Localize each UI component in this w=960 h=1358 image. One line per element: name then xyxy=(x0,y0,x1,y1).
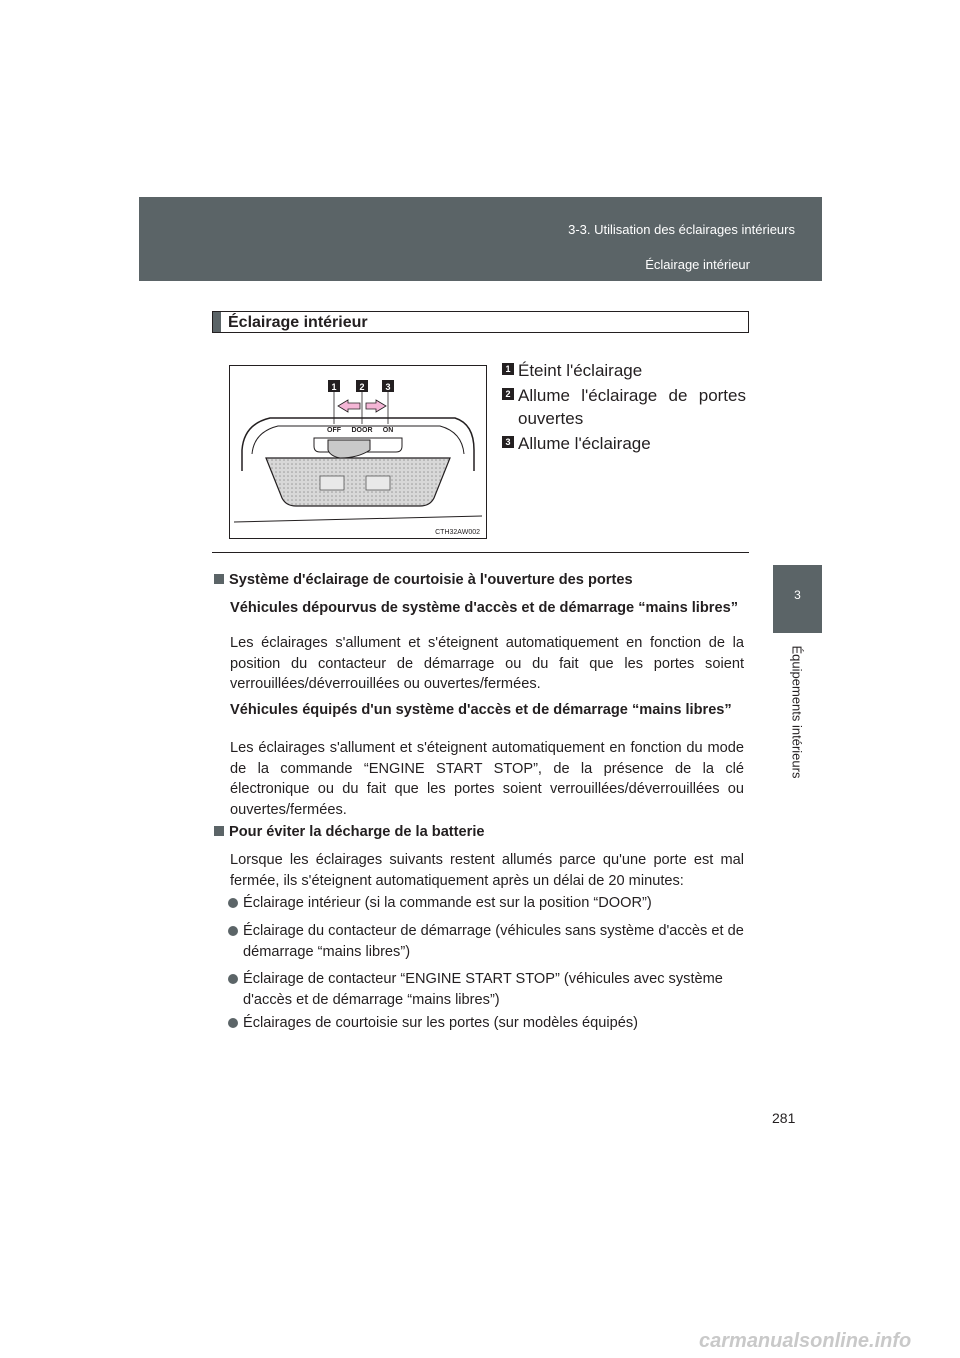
left-arrow-icon xyxy=(338,400,360,412)
heading-square-icon xyxy=(214,574,224,584)
interior-light-illustration xyxy=(230,366,486,538)
watermark: carmanualsonline.info xyxy=(699,1330,912,1352)
callout-3: 3 xyxy=(385,382,391,392)
callout-1: 1 xyxy=(331,382,337,392)
paragraph-battery: Lorsque les éclairages suivants restent allumés parce qu'une porte est mal fermée, ils s'éteignent automatiquement après un délai de 20 minutes: xyxy=(230,852,744,889)
section-title: Éclairage intérieur xyxy=(228,314,368,331)
bullet-dot-icon xyxy=(228,1018,238,1028)
list-item: Éclairages de courtoisie sur les portes (sur modèles équipés) xyxy=(228,1013,744,1034)
legend-text-1: Éteint l'éclairage xyxy=(518,361,643,380)
right-arrow-icon xyxy=(366,400,386,412)
heading-battery xyxy=(214,822,744,843)
chapter-label: Équipements intérieurs xyxy=(789,645,805,779)
bullet-dot-icon xyxy=(228,898,238,908)
switch-label-on: ON xyxy=(382,427,394,434)
bullet-dot-icon xyxy=(228,926,238,936)
legend-number-3: 3 xyxy=(502,436,514,448)
header-section-title: 3-3. Utilisation des éclairages intérieurs xyxy=(568,222,795,237)
subheading-with-smart-key: Véhicules équipés d'un système d'accès et de démarrage “mains libres” xyxy=(230,702,732,718)
heading-courtesy-text: Système d'éclairage de courtoisie à l'ouverture des portes xyxy=(229,572,633,588)
chapter-number: 3 xyxy=(794,588,801,602)
subheading-without-smart-key: Véhicules dépourvus de système d'accès et de démarrage “mains libres” xyxy=(230,600,738,616)
heading-courtesy-system xyxy=(214,570,744,591)
heading-battery-text: Pour éviter la décharge de la batterie xyxy=(229,824,485,840)
page-number: 281 xyxy=(772,1110,796,1126)
heading-square-icon xyxy=(214,826,224,836)
callout-2: 2 xyxy=(359,382,365,392)
bullet-dot-icon xyxy=(228,974,238,984)
legend-number-1: 1 xyxy=(502,363,514,375)
list-item: Éclairage de contacteur “ENGINE START STOP” (véhicules avec système d'accès et de démarrage “mains libres”) xyxy=(228,969,744,1010)
section-title-box xyxy=(212,311,749,333)
legend-number-2: 2 xyxy=(502,388,514,400)
section-title-bar xyxy=(213,312,221,332)
paragraph-with-smart-key: Les éclairages s'allument et s'éteignent automatiquement en fonction du mode de la commande “ENGINE START STOP”, de la présence de la clé électronique ou du fait que les portes soient verrouillées/déverrouillées ou ouvertes/fermées. xyxy=(230,740,744,818)
section-divider xyxy=(212,552,749,553)
legend-text-3: Allume l'éclairage xyxy=(518,434,651,453)
switch-label-door: DOOR xyxy=(351,427,373,434)
header-subsection-title: Éclairage intérieur xyxy=(645,257,750,272)
switch-label-off: OFF xyxy=(327,427,341,434)
list-item: Éclairage intérieur (si la commande est sur la position “DOOR”) xyxy=(228,893,744,914)
figure-code: CTH32AW002 xyxy=(435,529,480,536)
interior-light-figure xyxy=(229,365,487,539)
paragraph-without-smart-key: Les éclairages s'allument et s'éteignent automatiquement en fonction de la position du contacteur de démarrage ou du fait que les portes soient verrouillées/déverrouillées ou ouvertes/fermées. xyxy=(230,635,744,692)
legend-text-2: Allume l'éclairage de portes ouvertes xyxy=(518,386,746,428)
list-item: Éclairage du contacteur de démarrage (véhicules sans système d'accès et de démarrage “mains libres”) xyxy=(228,921,744,962)
